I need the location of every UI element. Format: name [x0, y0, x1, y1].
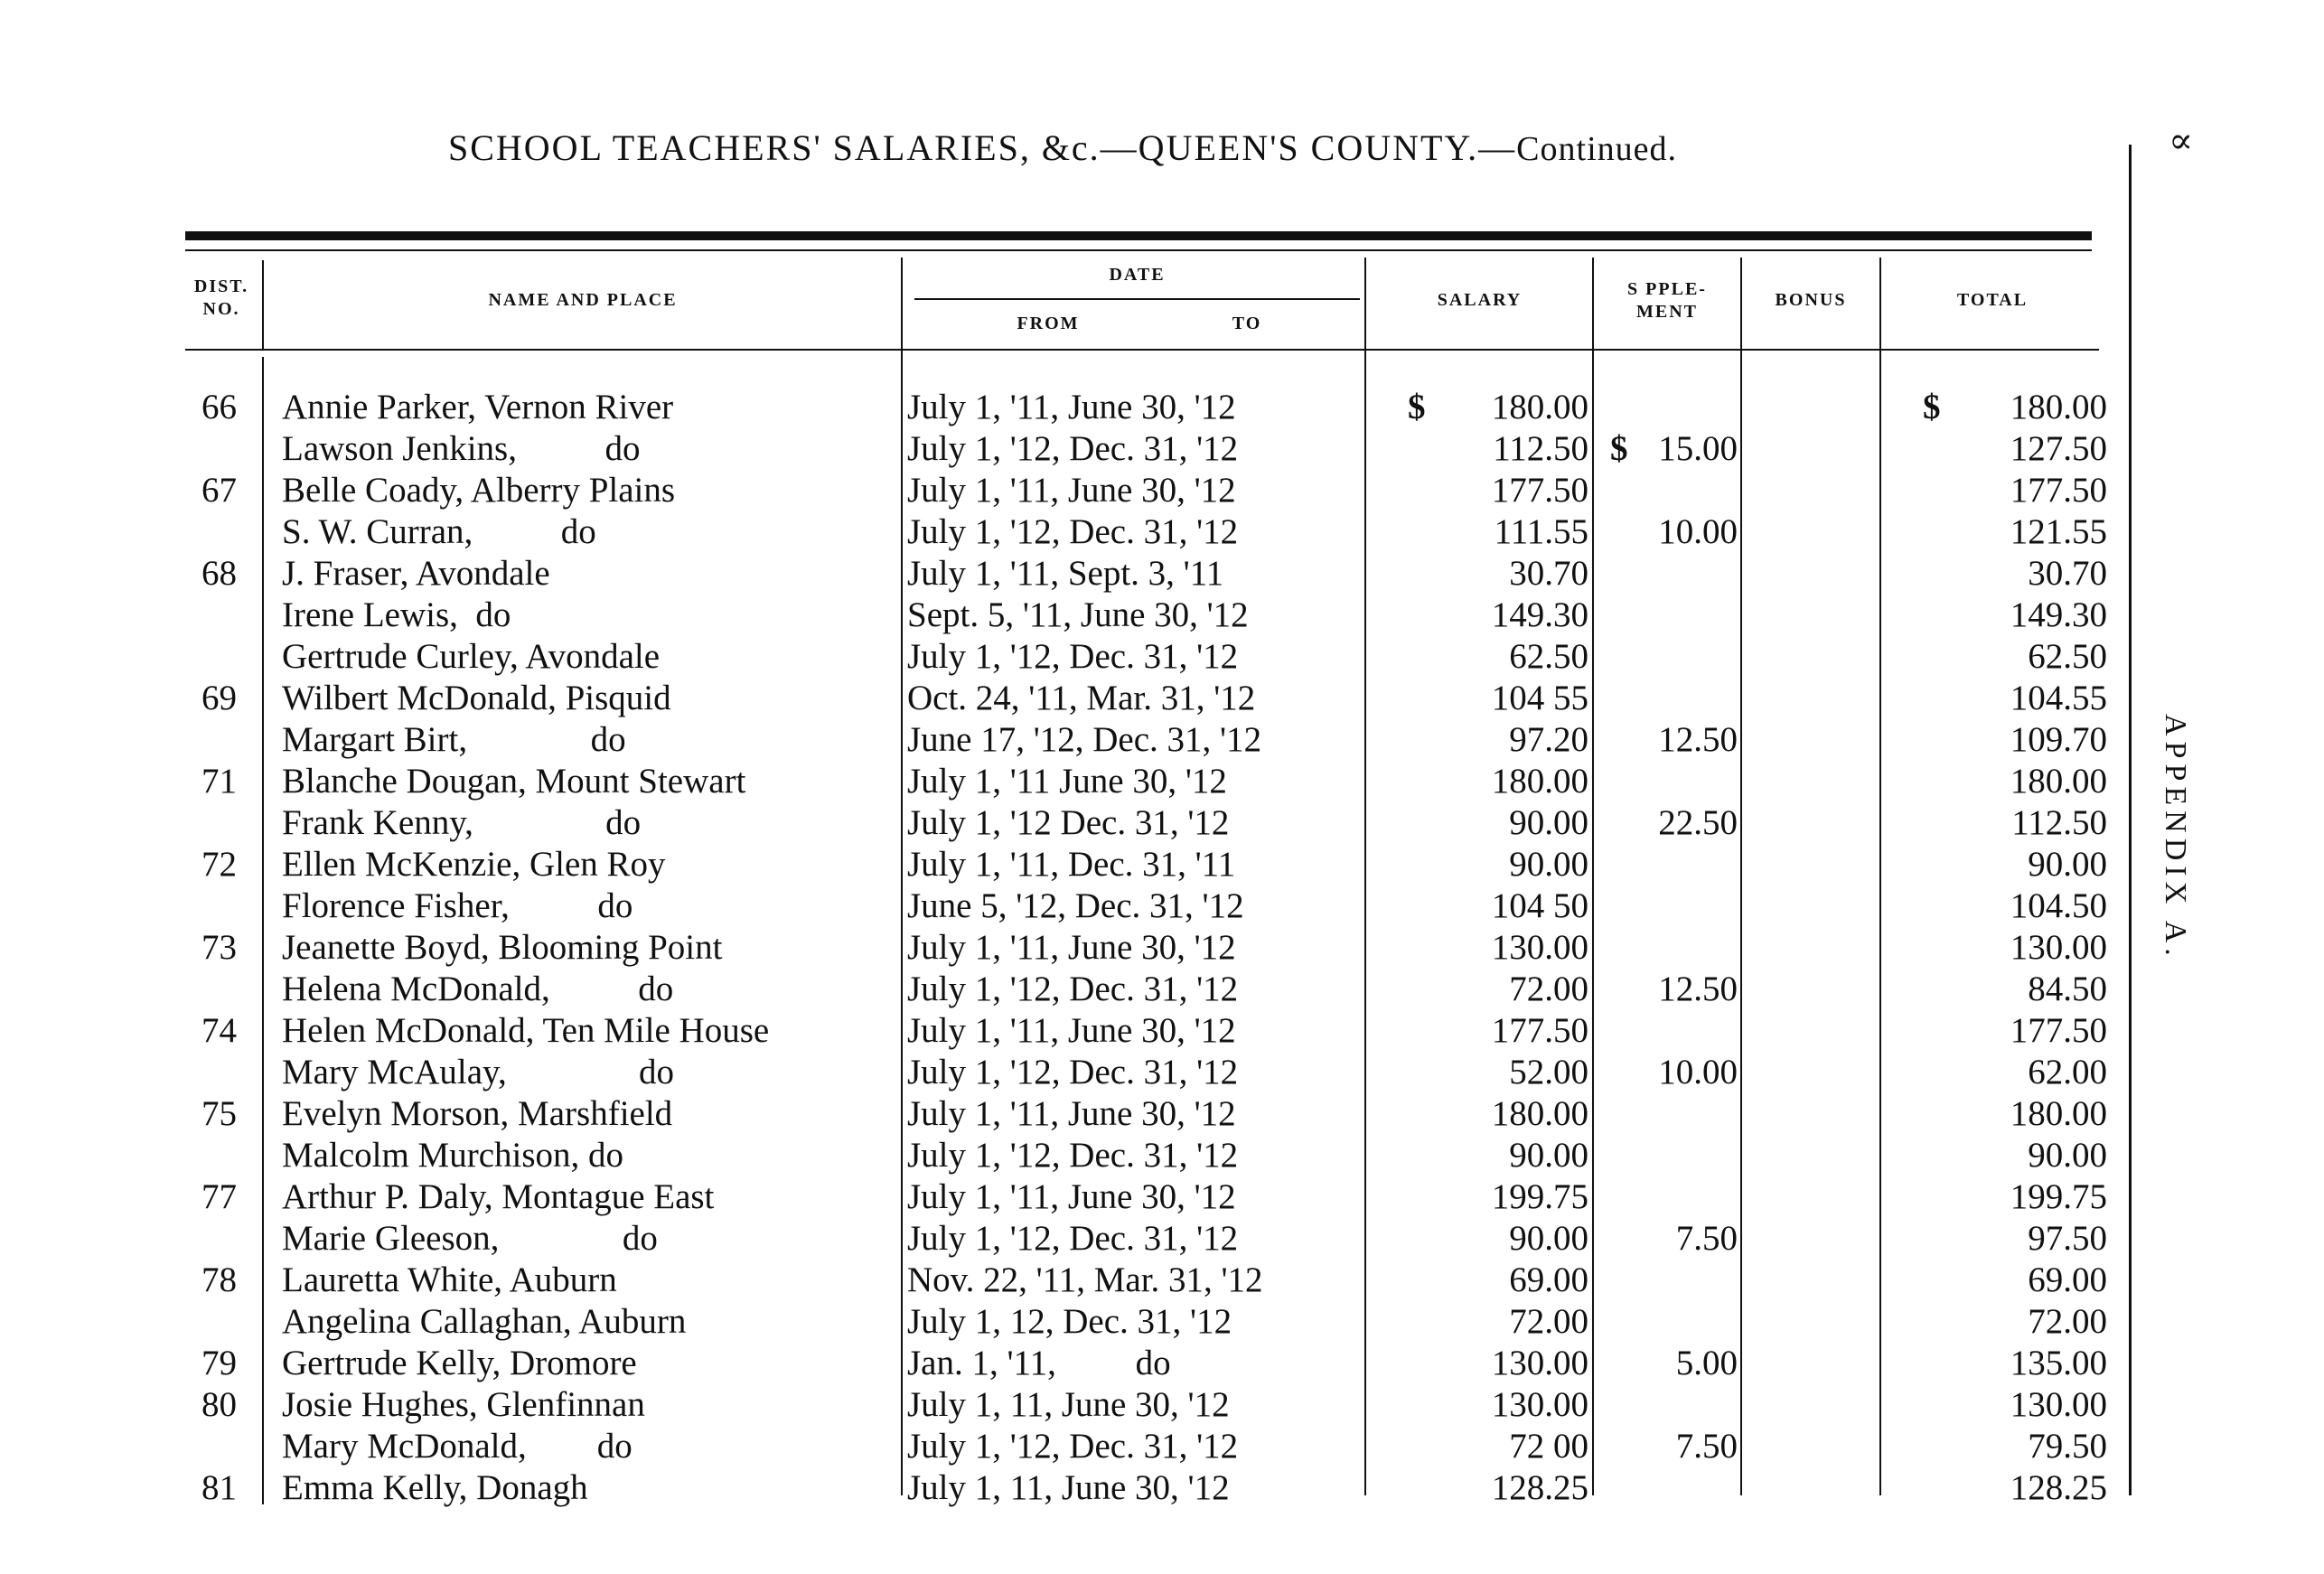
date-range: July 1, 11, June 30, '12 — [907, 1385, 1230, 1424]
table-row — [0, 1010, 2105, 1052]
dist-no: 79 — [201, 1344, 237, 1382]
header-rule-bottom — [185, 349, 2099, 351]
table-row — [0, 636, 2105, 678]
salary-value: 52.00 — [1509, 1053, 1588, 1091]
name-place: Florence Fisher, do — [282, 886, 633, 925]
supplement-value: 7.50 — [1675, 1427, 1738, 1466]
salary-value: 130.00 — [1491, 1344, 1588, 1382]
header-name-place: NAME AND PLACE — [488, 290, 678, 310]
salary-value: 149.30 — [1491, 595, 1588, 634]
date-range: July 1, '11, Sept. 3, '11 — [907, 554, 1224, 593]
page-title — [0, 126, 2125, 169]
name-place: Josie Hughes, Glenfinnan — [282, 1385, 645, 1424]
name-place: Jeanette Boyd, Blooming Point — [282, 928, 723, 967]
supplement-value: 12.50 — [1658, 970, 1738, 1008]
table-row — [0, 719, 2105, 761]
salary-value: 90.00 — [1509, 1219, 1588, 1258]
salary-value: 69.00 — [1509, 1260, 1588, 1299]
salary-value: 97.20 — [1509, 720, 1588, 759]
salary-value: 30.70 — [1509, 554, 1588, 593]
date-range: July 1, '11 June 30, '12 — [907, 762, 1227, 801]
supplement-value: 22.50 — [1658, 803, 1738, 842]
supplement-value: 10.00 — [1658, 1053, 1738, 1091]
date-range: July 1, 11, June 30, '12 — [907, 1468, 1230, 1507]
date-range: Jan. 1, '11, do — [907, 1344, 1171, 1382]
dist-no: 69 — [201, 679, 237, 717]
total-value: 128.25 — [2010, 1468, 2107, 1507]
table-row — [0, 1052, 2105, 1093]
salary-currency: $ — [1408, 388, 1426, 426]
total-value: 62.00 — [2028, 1053, 2107, 1091]
date-range: June 17, '12, Dec. 31, '12 — [907, 720, 1262, 759]
date-range: July 1, '12, Dec. 31, '12 — [907, 429, 1239, 468]
table-row — [0, 969, 2105, 1010]
dist-no: 74 — [201, 1011, 237, 1050]
table-row — [0, 553, 2105, 595]
salary-value: 90.00 — [1509, 845, 1588, 884]
date-range: July 1, '11, Dec. 31, '11 — [907, 845, 1236, 884]
total-value: 79.50 — [2028, 1427, 2107, 1466]
supplement-value: 7.50 — [1675, 1219, 1738, 1258]
salary-value: 130.00 — [1491, 928, 1588, 967]
name-place: Angelina Callaghan, Auburn — [282, 1302, 687, 1341]
date-range: July 1, '12, Dec. 31, '12 — [907, 1053, 1239, 1091]
total-value: 199.75 — [2010, 1177, 2107, 1216]
name-place: J. Fraser, Avondale — [282, 554, 550, 593]
dist-no: 81 — [201, 1468, 237, 1507]
name-place: Helena McDonald, do — [282, 970, 674, 1008]
table-row — [0, 1093, 2105, 1135]
name-place: Gertrude Curley, Avondale — [282, 637, 661, 676]
header-supplement: S PPLE- MENT — [1627, 279, 1707, 322]
name-place: S. W. Curran, do — [282, 512, 596, 551]
salary-value: 72.00 — [1509, 1302, 1588, 1341]
name-place: Helen McDonald, Ten Mile House — [282, 1011, 770, 1050]
table-row — [0, 1260, 2105, 1301]
name-place: Gertrude Kelly, Dromore — [282, 1344, 637, 1382]
date-range: July 1, '12, Dec. 31, '12 — [907, 512, 1239, 551]
table-row — [0, 1176, 2105, 1218]
name-place: Wilbert McDonald, Pisquid — [282, 679, 671, 717]
total-value: 177.50 — [2010, 1011, 2107, 1050]
table-row — [0, 1343, 2105, 1384]
total-value: 135.00 — [2010, 1344, 2107, 1382]
total-value: 109.70 — [2010, 720, 2107, 759]
header-date-from: FROM — [1017, 314, 1080, 333]
table-row — [0, 470, 2105, 511]
table-row — [0, 428, 2105, 470]
date-range: Oct. 24, '11, Mar. 31, '12 — [907, 679, 1256, 717]
salary-value: 199.75 — [1491, 1177, 1588, 1216]
dist-no: 73 — [201, 928, 237, 967]
date-range: July 1, '11, June 30, '12 — [907, 388, 1236, 426]
total-value: 112.50 — [2011, 803, 2107, 842]
salary-value: 104 50 — [1491, 886, 1588, 925]
total-value: 130.00 — [2010, 928, 2107, 967]
date-range: July 1, '12, Dec. 31, '12 — [907, 637, 1239, 676]
total-value: 180.00 — [2010, 388, 2107, 426]
date-range: July 1, '11, June 30, '12 — [907, 928, 1236, 967]
date-range: July 1, '12, Dec. 31, '12 — [907, 970, 1239, 1008]
name-place: Blanche Dougan, Mount Stewart — [282, 762, 746, 801]
total-value: 90.00 — [2028, 1136, 2107, 1175]
header-rule-thin — [185, 249, 2092, 251]
total-value: 30.70 — [2028, 554, 2107, 593]
date-range: Sept. 5, '11, June 30, '12 — [907, 595, 1249, 634]
dist-no: 75 — [201, 1094, 237, 1133]
date-range: July 1, '11, June 30, '12 — [907, 1011, 1236, 1050]
total-value: 84.50 — [2028, 970, 2107, 1008]
dist-no: 68 — [201, 554, 237, 593]
salary-value: 72 00 — [1509, 1427, 1588, 1466]
total-value: 127.50 — [2010, 429, 2107, 468]
total-value: 130.00 — [2010, 1385, 2107, 1424]
total-currency: $ — [1923, 388, 1941, 426]
name-place: Lauretta White, Auburn — [282, 1260, 617, 1299]
date-range: July 1, '12, Dec. 31, '12 — [907, 1219, 1239, 1258]
name-place: Lawson Jenkins, do — [282, 429, 641, 468]
appendix-label: APPENDIX A. — [2159, 714, 2192, 961]
name-place: Malcolm Murchison, do — [282, 1136, 624, 1175]
date-header-rule — [914, 298, 1360, 300]
dist-no: 78 — [201, 1260, 237, 1299]
total-value: 104.50 — [2010, 886, 2107, 925]
salary-value: 90.00 — [1509, 1136, 1588, 1175]
total-value: 121.55 — [2010, 512, 2107, 551]
margin-rule — [2129, 145, 2132, 1495]
name-place: Frank Kenny, do — [282, 803, 642, 842]
date-range: June 5, '12, Dec. 31, '12 — [907, 886, 1244, 925]
salary-value: 180.00 — [1491, 762, 1588, 801]
date-range: July 1, '12 Dec. 31, '12 — [907, 803, 1230, 842]
dist-no: 66 — [201, 388, 237, 426]
table-row — [0, 1467, 2105, 1509]
supplement-currency: $ — [1610, 429, 1628, 468]
page-title-main: SCHOOL TEACHERS' SALARIES, &c.—QUEEN'S COUNTY.— — [447, 127, 1517, 168]
supplement-value: 5.00 — [1675, 1344, 1738, 1382]
salary-value: 180.00 — [1491, 388, 1588, 426]
header-rule-thick — [185, 231, 2092, 240]
salary-value: 177.50 — [1491, 471, 1588, 510]
total-value: 97.50 — [2028, 1219, 2107, 1258]
table-row — [0, 761, 2105, 802]
supplement-value: 12.50 — [1658, 720, 1738, 759]
total-value: 149.30 — [2010, 595, 2107, 634]
table-row — [0, 1426, 2105, 1467]
column-divider — [262, 260, 264, 351]
salary-value: 90.00 — [1509, 803, 1588, 842]
name-place: Marie Gleeson, do — [282, 1219, 658, 1258]
total-value: 180.00 — [2010, 762, 2107, 801]
header-bonus: BONUS — [1775, 290, 1847, 310]
supplement-value: 15.00 — [1658, 429, 1738, 468]
total-value: 69.00 — [2028, 1260, 2107, 1299]
header-salary: SALARY — [1437, 290, 1523, 310]
salary-value: 62.50 — [1509, 637, 1588, 676]
salary-value: 112.50 — [1493, 429, 1588, 468]
salary-value: 130.00 — [1491, 1385, 1588, 1424]
name-place: Margart Birt, do — [282, 720, 626, 759]
table-row — [0, 927, 2105, 969]
table-row — [0, 595, 2105, 636]
total-value: 177.50 — [2010, 471, 2107, 510]
total-value: 90.00 — [2028, 845, 2107, 884]
salary-value: 72.00 — [1509, 970, 1588, 1008]
supplement-value: 10.00 — [1658, 512, 1738, 551]
total-value: 72.00 — [2028, 1302, 2107, 1341]
table-row — [0, 1384, 2105, 1426]
name-place: Annie Parker, Vernon River — [282, 388, 674, 426]
salary-value: 104 55 — [1491, 679, 1588, 717]
table-row — [0, 678, 2105, 719]
name-place: Mary McDonald, do — [282, 1427, 633, 1466]
name-place: Arthur P. Daly, Montague East — [282, 1177, 715, 1216]
header-date-to: TO — [1232, 314, 1262, 333]
name-place: Mary McAulay, do — [282, 1053, 674, 1091]
date-range: Nov. 22, '11, Mar. 31, '12 — [907, 1260, 1263, 1299]
table-row — [0, 885, 2105, 927]
salary-value: 128.25 — [1491, 1468, 1588, 1507]
salary-value: 111.55 — [1494, 512, 1588, 551]
total-value: 180.00 — [2010, 1094, 2107, 1133]
table-row — [0, 1135, 2105, 1176]
table-row — [0, 387, 2105, 428]
header-total: TOTAL — [1956, 290, 2029, 310]
salary-value: 180.00 — [1491, 1094, 1588, 1133]
dist-no: 67 — [201, 471, 237, 510]
table-row — [0, 1218, 2105, 1260]
date-range: July 1, '11, June 30, '12 — [907, 471, 1236, 510]
date-range: July 1, '12, Dec. 31, '12 — [907, 1136, 1239, 1175]
dist-no: 71 — [201, 762, 237, 801]
name-place: Irene Lewis, do — [282, 595, 511, 634]
name-place: Belle Coady, Alberry Plains — [282, 471, 676, 510]
name-place: Emma Kelly, Donagh — [282, 1468, 588, 1507]
page-title-continued: Continued. — [1516, 130, 1677, 168]
dist-no: 80 — [201, 1385, 237, 1424]
total-value: 104.55 — [2010, 679, 2107, 717]
table-row — [0, 844, 2105, 885]
date-range: July 1, 12, Dec. 31, '12 — [907, 1302, 1232, 1341]
dist-no: 77 — [201, 1177, 237, 1216]
name-place: Evelyn Morson, Marshfield — [282, 1094, 673, 1133]
salary-value: 177.50 — [1491, 1011, 1588, 1050]
name-place: Ellen McKenzie, Glen Roy — [282, 845, 666, 884]
table-row — [0, 802, 2105, 844]
table-row — [0, 1301, 2105, 1343]
total-value: 62.50 — [2028, 637, 2107, 676]
dist-no: 72 — [201, 845, 237, 884]
date-range: July 1, '11, June 30, '12 — [907, 1177, 1236, 1216]
date-range: July 1, '11, June 30, '12 — [907, 1094, 1236, 1133]
header-date: DATE — [1109, 265, 1166, 285]
page-marker: ∝ — [2169, 120, 2194, 161]
table-row — [0, 511, 2105, 553]
header-dist-no: DIST. NO. — [193, 276, 249, 319]
date-range: July 1, '12, Dec. 31, '12 — [907, 1427, 1239, 1466]
